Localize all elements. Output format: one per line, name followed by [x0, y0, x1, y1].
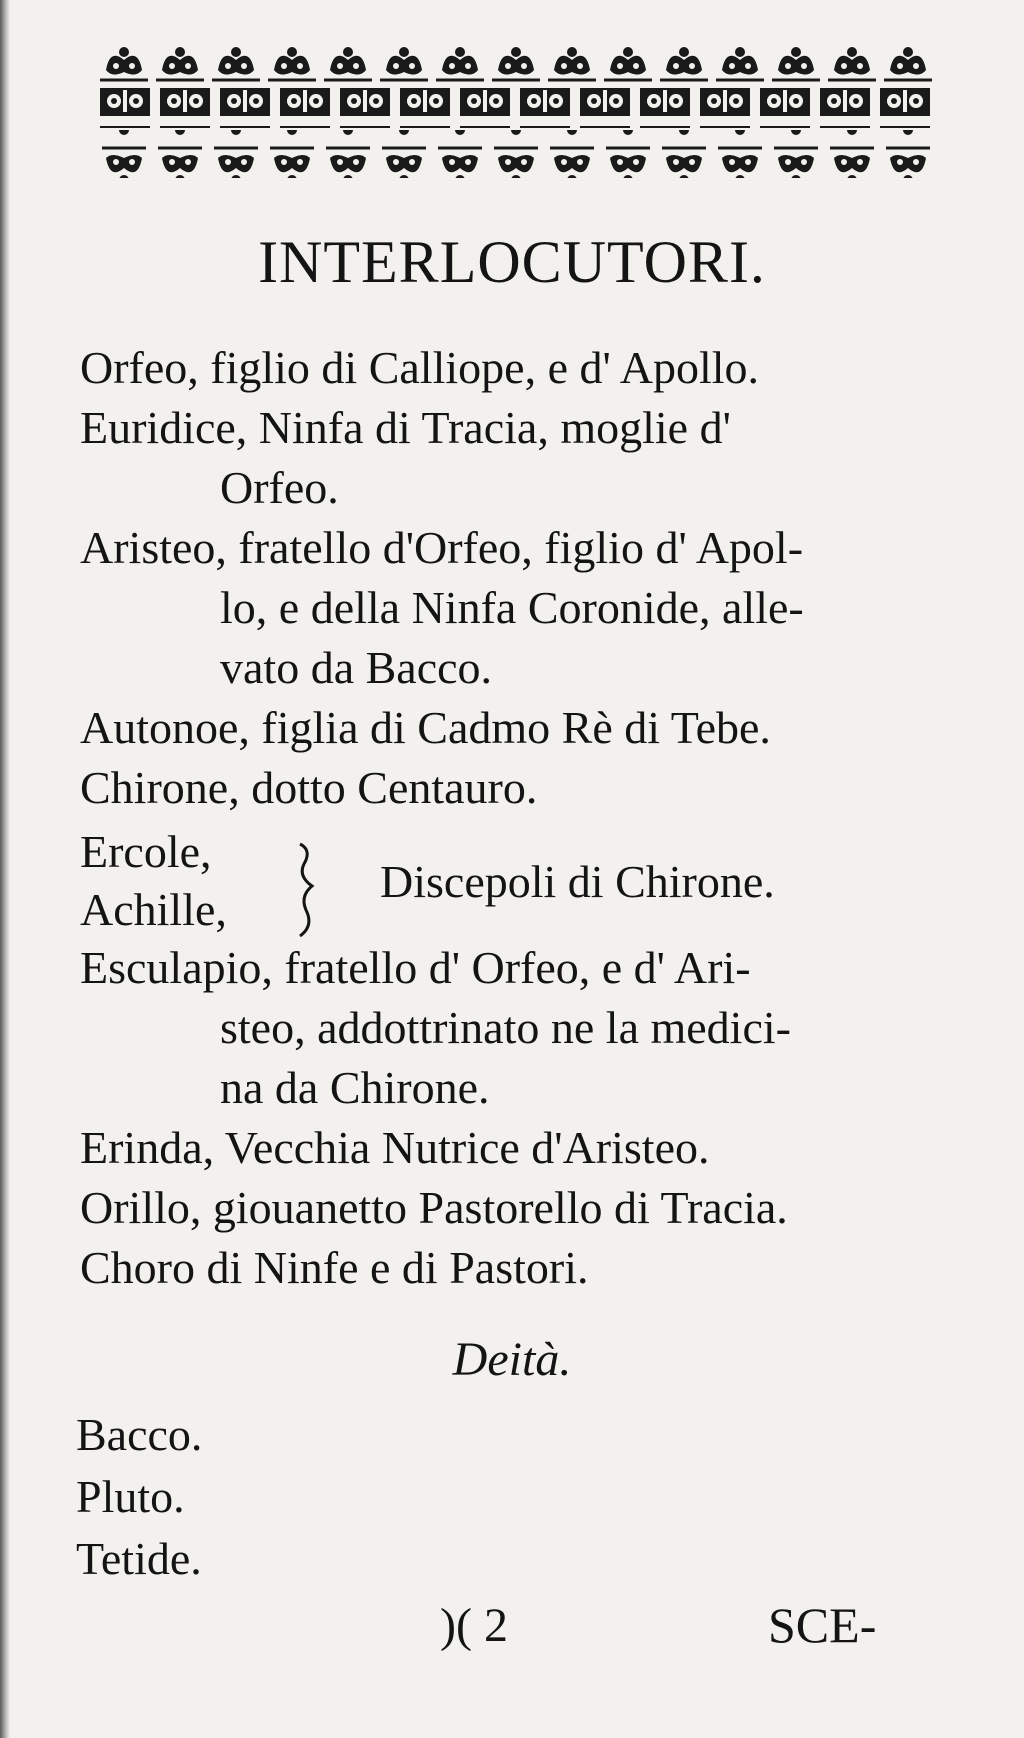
disciples-group [80, 822, 960, 950]
cast-entry [80, 938, 960, 1118]
deities-list [76, 1404, 202, 1590]
cast-entry-continuation: steo, addottrinato ne la medici- [220, 1002, 791, 1053]
cast-entry-line: Erinda, Vecchia Nutrice d'Aristeo. [80, 1122, 710, 1173]
cast-entry [80, 1118, 960, 1178]
cast-entry [80, 398, 960, 518]
cast-entry-continuation: Orfeo. [220, 462, 339, 513]
character-name: Achille, [80, 884, 227, 935]
cast-entry [80, 1178, 960, 1238]
page-title: INTERLOCUTORI. [258, 229, 766, 295]
cast-entry-line: Choro di Ninfe e di Pastori. [80, 1242, 589, 1293]
deity-name: Tetide. [76, 1533, 202, 1584]
cast-entry-line: Esculapio, fratello d' Orfeo, e d' Ari- [80, 942, 751, 993]
cast-entry-line: Orillo, giouanetto Pastorello di Tracia. [80, 1182, 788, 1233]
cast-entry-line: Orfeo, figlio di Calliope, e d' Apollo. [80, 342, 760, 393]
cast-entry-line: Autonoe, figlia di Cadmo Rè di Tebe. [80, 702, 771, 753]
cast-entry-line: Chirone, dotto Centauro. [80, 762, 538, 813]
cast-entry [80, 338, 960, 398]
cast-entry [80, 1238, 960, 1298]
cast-list-continued [80, 938, 960, 1298]
cast-entry-continuation: lo, e della Ninfa Coronide, alle- [220, 582, 804, 633]
printers-ornament [96, 40, 932, 178]
deity-name: Pluto. [76, 1471, 185, 1522]
cast-entry [80, 758, 960, 818]
catchword: SCE- [768, 1597, 877, 1653]
cast-entry [80, 518, 960, 698]
character-name: Ercole, [80, 826, 212, 877]
cast-entry-continuation: na da Chirone. [220, 1062, 490, 1113]
brace-icon [292, 840, 322, 940]
cast-entry-line: Euridice, Ninfa di Tracia, moglie d' [80, 402, 731, 453]
group-description: Discepoli di Chirone. [380, 856, 775, 907]
cast-entry [80, 698, 960, 758]
cast-entry-line: Aristeo, fratello d'Orfeo, figlio d' Apol- [80, 522, 804, 573]
cast-entry-continuation: vato da Bacco. [220, 642, 493, 693]
cast-list [80, 338, 960, 818]
signature-mark: )( 2 [440, 1599, 508, 1652]
deity-name: Bacco. [76, 1409, 203, 1460]
deities-heading: Deità. [452, 1333, 572, 1386]
